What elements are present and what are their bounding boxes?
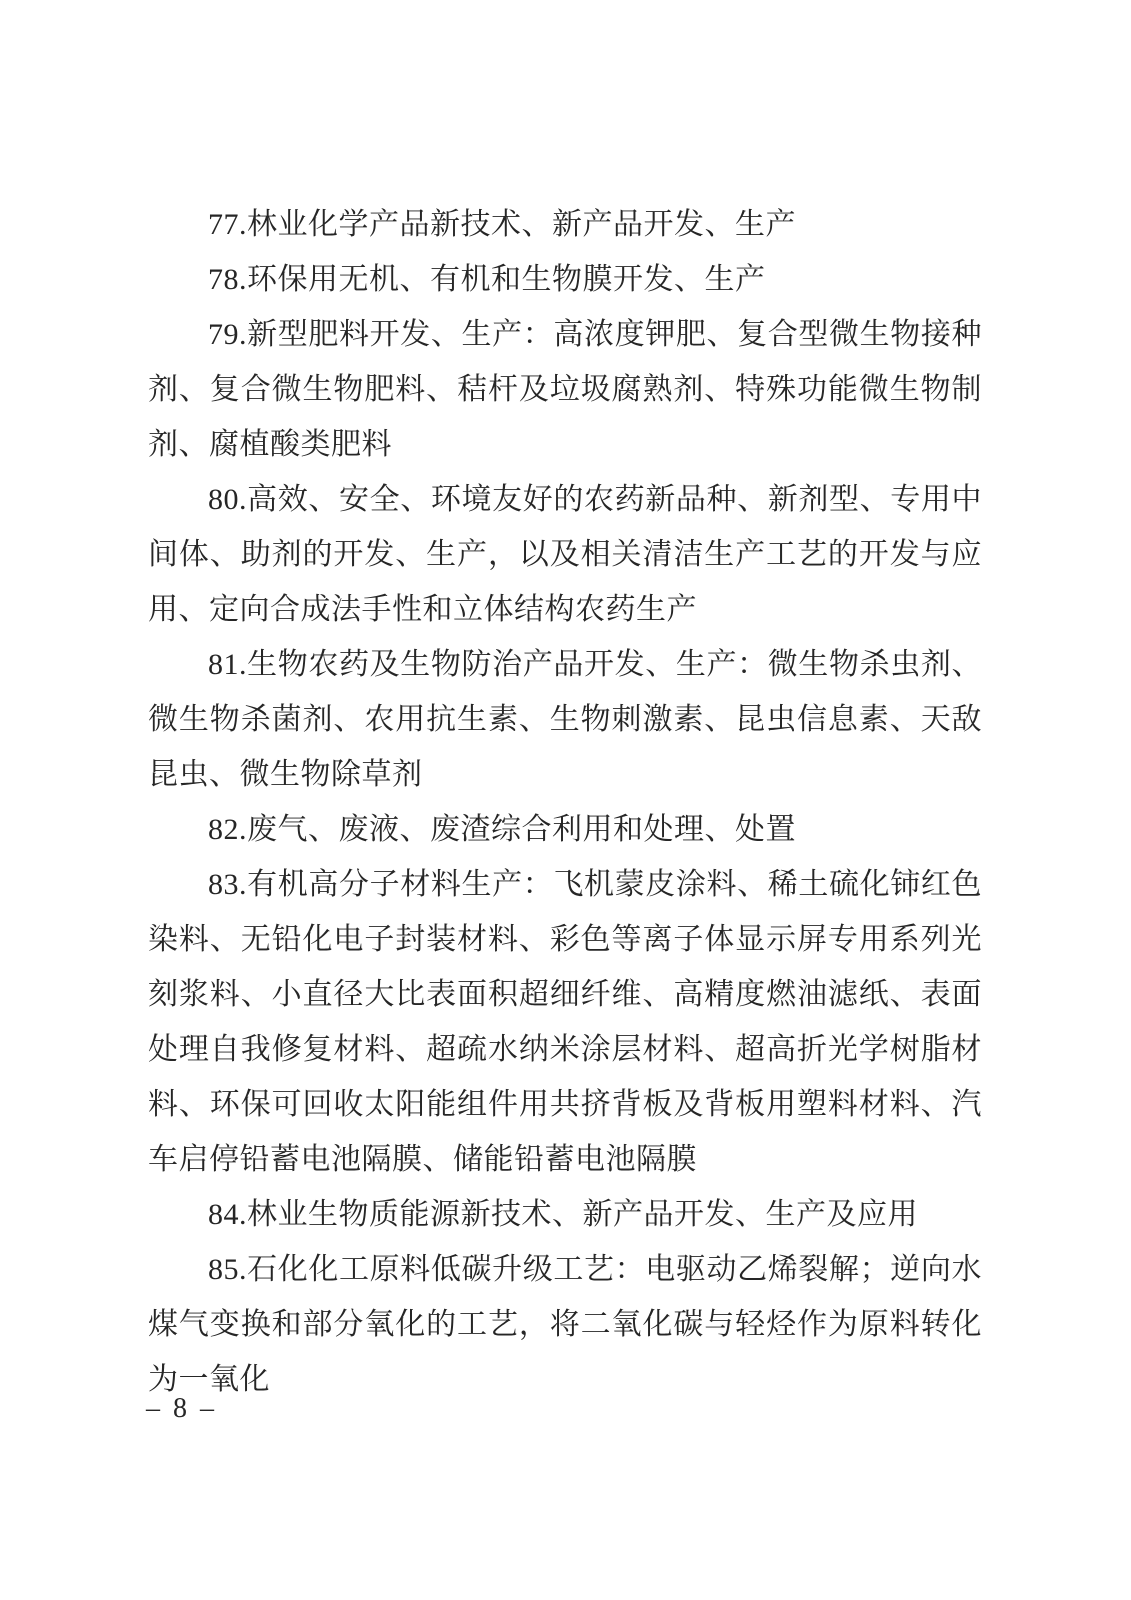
catalog-item-84: 84.林业生物质能源新技术、新产品开发、生产及应用 <box>208 1198 918 1231</box>
catalog-item-77: 77.林业化学产品新技术、新产品开发、生产 <box>208 208 796 241</box>
catalog-item-82: 82.废气、废液、废渣综合利用和处理、处置 <box>208 813 796 846</box>
catalog-item-81: 81.生物农药及生物防治产品开发、生产：微生物杀虫剂、微生物杀菌剂、农用抗生素、生物刺激素、昆虫信息素、天敌昆虫、微生物除草剂 <box>148 648 982 791</box>
catalog-item-80: 80.高效、安全、环境友好的农药新品种、新剂型、专用中间体、助剂的开发、生产，以及相关清洁生产工艺的开发与应用、定向合成法手性和立体结构农药生产 <box>148 483 982 626</box>
catalog-item-83: 83.有机高分子材料生产：飞机蒙皮涂料、稀土硫化铈红色染料、无铅化电子封装材料、彩色等离子体显示屏专用系列光刻浆料、小直径大比表面积超细纤维、高精度燃油滤纸、表面处理自我修复材料、超疏水纳米涂层材料、超高折光学树脂材料、环保可回收太阳能组件用共挤背板及背板用塑料材料、汽车启停铅蓄电池隔膜、储能铅蓄电池隔膜 <box>148 868 982 1176</box>
catalog-item-85: 85.石化化工原料低碳升级工艺：电驱动乙烯裂解；逆向水煤气变换和部分氧化的工艺，将二氧化碳与轻烃作为原料转化为一氧化 <box>148 1253 982 1396</box>
page-content <box>148 197 982 1407</box>
page-number: – 8 – <box>146 1393 217 1424</box>
catalog-item-79: 79.新型肥料开发、生产：高浓度钾肥、复合型微生物接种剂、复合微生物肥料、秸杆及垃圾腐熟剂、特殊功能微生物制剂、腐植酸类肥料 <box>148 318 982 461</box>
catalog-item-78: 78.环保用无机、有机和生物膜开发、生产 <box>208 263 766 296</box>
